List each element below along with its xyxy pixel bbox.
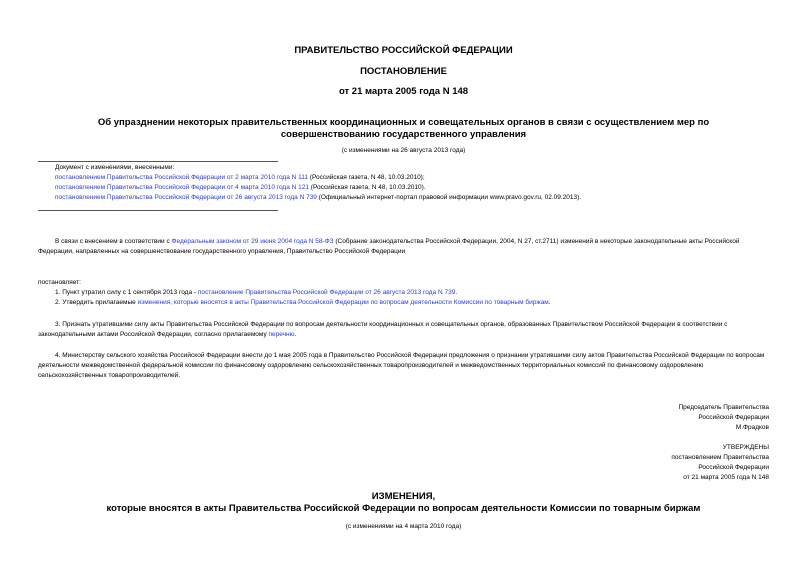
item-2: 2. Утвердить прилагаемые изменения, которые вносятся в акты Правительства Российской Федерации по вопросам деятельности Комиссии по товарным биржам. bbox=[55, 299, 551, 306]
item-2-link[interactable]: изменения, которые вносятся в акты Правительства Российской Федерации по вопросам деятельности Комиссии по товарным биржам bbox=[137, 299, 549, 306]
item-3: 3. Признать утратившими силу акты Правительства Российской Федерации по вопросам деятельности координационных и совещательных органов, образованных Правительством Российской Федерации в соответствии с законодательными актами Российской Федерации, согласно прилагаемому перечню. bbox=[38, 321, 728, 338]
appendix-subtitle: которые вносятся в акты Правительства Российской Федерации по вопросам деятельности Комиссии по товарным биржам bbox=[106, 503, 701, 514]
approval-line: УТВЕРЖДЕНЫ bbox=[722, 444, 769, 451]
document-title: Об упразднении некоторых правительственных координационных и совещательных органов в связи с осуществлением мер по совершенствованию государственного управления bbox=[97, 117, 710, 140]
federal-law-link[interactable]: Федеральным законом от 29 июня 2004 года N 58-ФЗ bbox=[171, 238, 334, 245]
appendix-amended-note: (с изменениями на 4 марта 2010 года) bbox=[345, 523, 462, 530]
change-link-2[interactable]: постановлением Правительства Российской Федерации от 4 марта 2010 года N 121 bbox=[55, 184, 309, 191]
change-item: постановлением Правительства Российской Федерации от 2 марта 2010 года N 111 (Российская газета, N 48, 10.03.2010); bbox=[55, 174, 425, 181]
approval-line: Российской Федерации bbox=[698, 464, 769, 471]
change-link-1[interactable]: постановлением Правительства Российской Федерации от 2 марта 2010 года N 111 bbox=[55, 174, 309, 181]
signature-name: М.Фрадков bbox=[735, 424, 769, 431]
signature-line: Председатель Правительства bbox=[678, 404, 769, 411]
preamble: В связи с внесением в соответствии с Федеральным законом от 29 июня 2004 года N 58-ФЗ (Собрание законодательства Российской Федерации, 2004, N 27, ст.2711) изменений в некоторые законодательные акты Российской Федерации, направленных на совершенствование государственного управления, Правительство Российской Федерации bbox=[38, 238, 740, 255]
divider-bottom bbox=[38, 210, 278, 211]
changes-block bbox=[55, 163, 775, 203]
government-heading: ПРАВИТЕЛЬСТВО РОССИЙСКОЙ ФЕДЕРАЦИИ bbox=[294, 45, 513, 56]
doc-date-number: от 21 марта 2005 года N 148 bbox=[338, 86, 469, 97]
signature-line: Российской Федерации bbox=[698, 414, 769, 421]
change-item: постановлением Правительства Российской Федерации от 4 марта 2010 года N 121 (Российская газета, N 48, 10.03.2010). bbox=[55, 184, 426, 191]
resolves-label: постановляет: bbox=[38, 279, 81, 286]
approval-block bbox=[671, 443, 769, 483]
changes-intro: Документ с изменениями, внесенными: bbox=[55, 164, 175, 171]
signature-block bbox=[678, 403, 769, 433]
approval-line: постановлением Правительства bbox=[671, 454, 769, 461]
item-1: 1. Пункт утратил силу с 1 сентября 2013 года - постановление Правительства Российской Федерации от 26 августа 2013 года N 739. bbox=[55, 289, 458, 296]
change-link-3[interactable]: постановлением Правительства Российской Федерации от 26 августа 2013 года N 739 bbox=[55, 194, 317, 201]
item-1-link[interactable]: постановление Правительства Российской Федерации от 26 августа 2013 года N 739 bbox=[197, 289, 456, 296]
amended-note: (с изменениями на 26 августа 2013 года) bbox=[341, 147, 466, 154]
doc-type-heading: ПОСТАНОВЛЕНИЕ bbox=[360, 66, 447, 77]
divider-top bbox=[38, 161, 278, 162]
item-3-link[interactable]: перечню bbox=[268, 331, 295, 338]
approval-line: от 21 марта 2005 года N 148 bbox=[683, 474, 769, 481]
items-1-2 bbox=[55, 288, 769, 308]
item-4: 4. Министерству сельского хозяйства Российской Федерации внести до 1 мая 2005 года в Правительство Российской Федерации предложения о признании утратившими силу актов Правительства Российской Федерации по вопросам деятельности межведомственной федеральной комиссии по финансовому оздоровлению сельскохозяйственных товаропроизводителей и межведомственных территориальных комиссий по финансовому оздоровлению сельскохозяйственных товаропроизводителей. bbox=[38, 352, 765, 379]
appendix-title: ИЗМЕНЕНИЯ, bbox=[371, 491, 436, 502]
change-item: постановлением Правительства Российской Федерации от 26 августа 2013 года N 739 (Официальный интернет-портал правовой информации www.pravo.gov.ru, 02.09.2013). bbox=[55, 194, 582, 201]
